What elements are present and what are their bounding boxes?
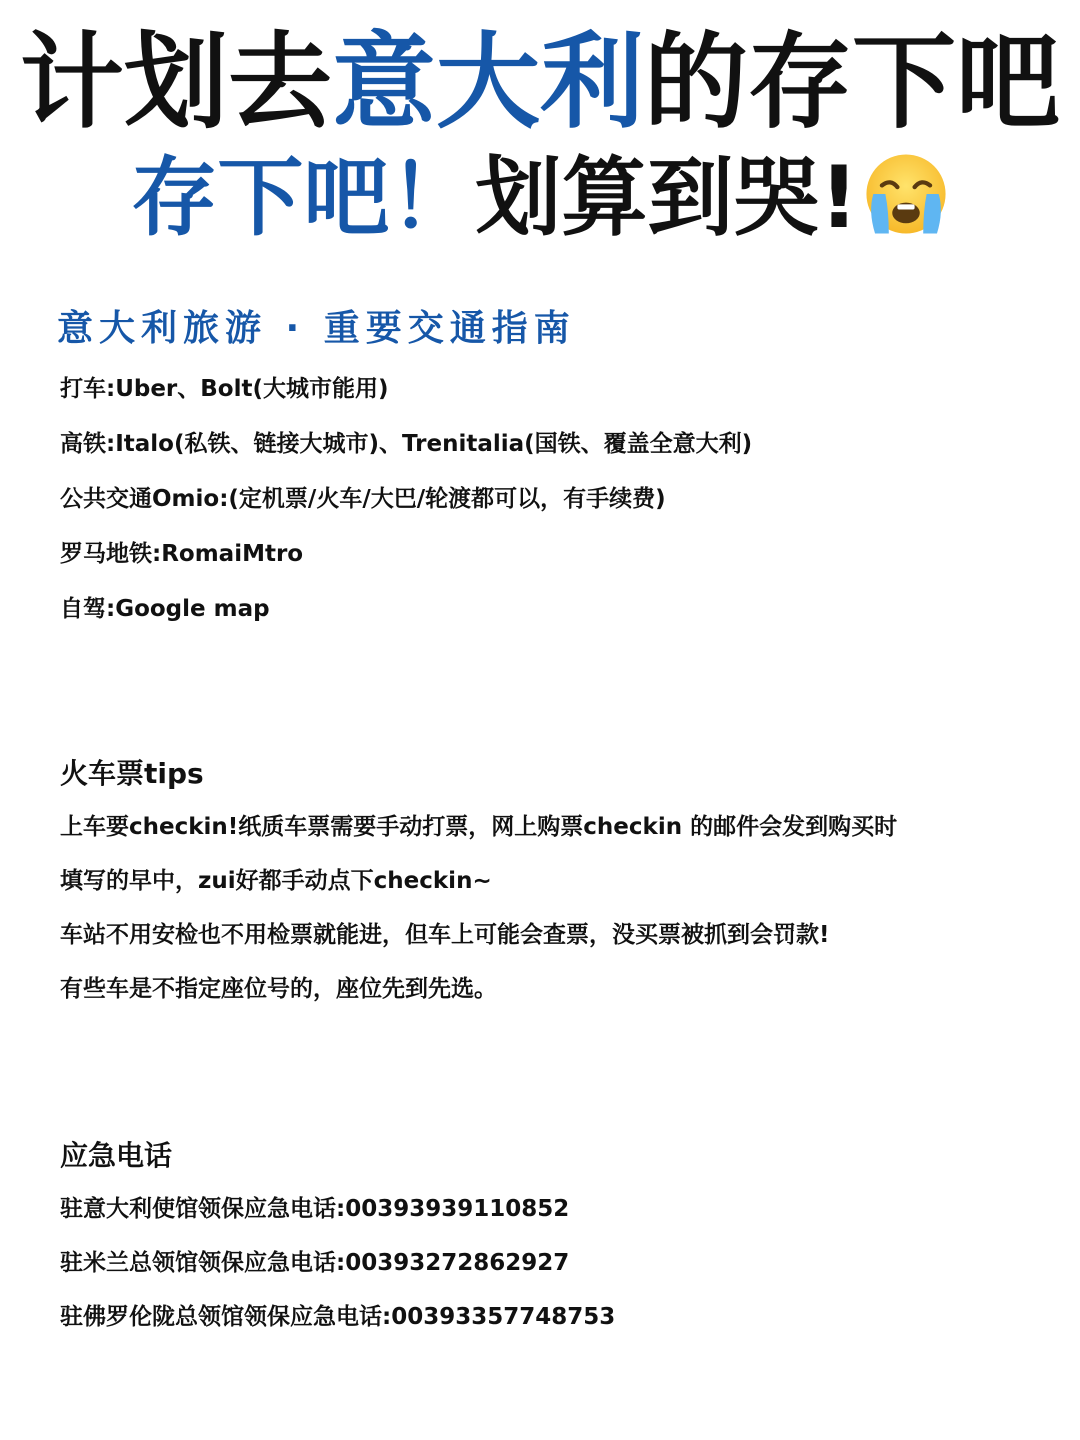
crying-face-icon	[863, 151, 949, 237]
title-text-plan: 计划去	[19, 21, 332, 143]
transport-item-metro: 罗马地铁:RomaiMtro	[60, 541, 304, 567]
train-tip-line: 车站不用安检也不用检票就能进，但车上可能会查票，没买票被抓到会罚款!	[60, 922, 830, 948]
main-title	[0, 22, 1080, 142]
train-tip-line: 上车要checkin!纸质车票需要手动打票，网上购票checkin 的邮件会发到购买时	[60, 814, 898, 840]
emergency-heading: 应急电话	[60, 1139, 173, 1172]
transport-item-rail: 高铁:Italo(私铁、链接大城市)、Trenitalia(国铁、覆盖全意大利)	[60, 431, 753, 457]
train-tips-heading: 火车票tips	[60, 757, 204, 790]
subtitle	[0, 146, 1080, 250]
title-text-save: 的存下吧	[644, 21, 1061, 143]
transport-guide-title: 意大利旅游 · 重要交通指南	[57, 308, 576, 349]
emergency-phone-florence: 驻佛罗伦陇总领馆领保应急电话:00393357748753	[60, 1304, 616, 1330]
emergency-phone-milan: 驻米兰总领馆领保应急电话:00393272862927	[60, 1250, 570, 1276]
train-tip-line: 有些车是不指定座位号的，座位先到先选。	[60, 976, 497, 1002]
transport-item-driving: 自驾:Google map	[60, 596, 270, 622]
subtitle-text-save: 存下吧！	[131, 148, 476, 248]
title-text-italy: 意大利	[331, 21, 644, 143]
transport-item-omio: 公共交通Omio:(定机票/火车/大巴/轮渡都可以，有手续费)	[60, 486, 666, 512]
subtitle-text-worth: 划算到哭!	[475, 148, 859, 248]
transport-item-taxi: 打车:Uber、Bolt(大城市能用)	[60, 376, 389, 402]
train-tip-line: 填写的早中，zui好都手动点下checkin~	[60, 868, 492, 894]
emergency-phone-embassy: 驻意大利使馆领保应急电话:00393939110852	[60, 1196, 570, 1222]
